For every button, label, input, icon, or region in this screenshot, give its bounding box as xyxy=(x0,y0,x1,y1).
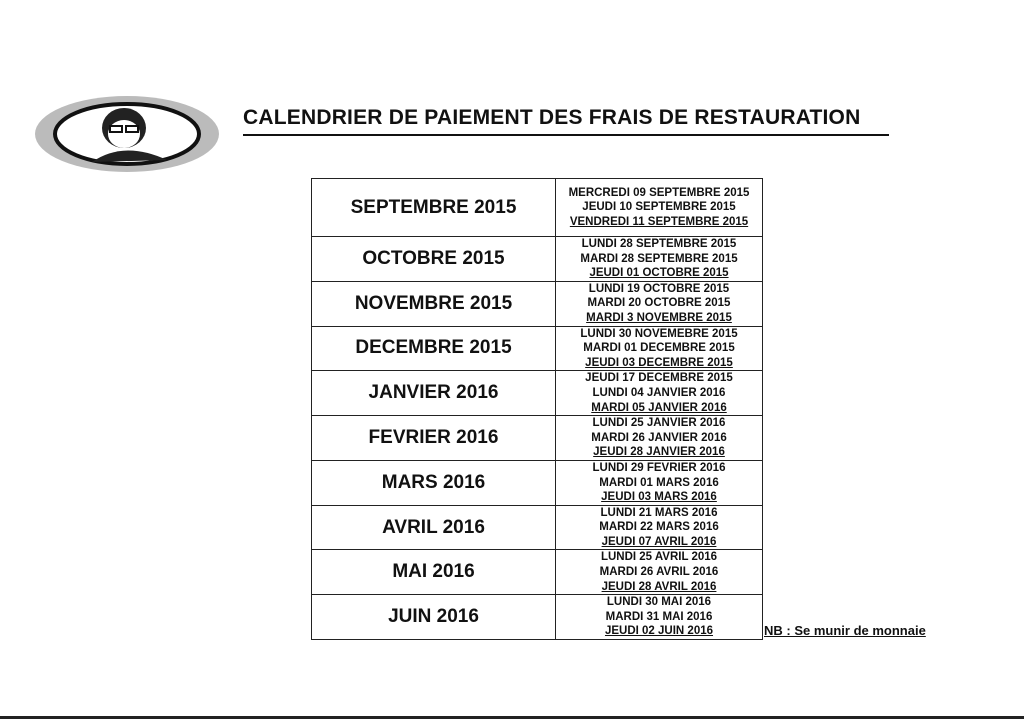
payment-date: MARDI 26 JANVIER 2016 xyxy=(591,431,727,444)
schedule-row xyxy=(312,326,763,371)
month-cell: DECEMBRE 2015 xyxy=(312,326,556,371)
schedule-row xyxy=(312,371,763,416)
month-cell: MARS 2016 xyxy=(312,460,556,505)
payment-date: JEUDI 17 DECEMBRE 2015 xyxy=(585,372,733,385)
schedule-row xyxy=(312,281,763,326)
schedule-row xyxy=(312,505,763,550)
payment-date: MARDI 3 NOVEMBRE 2015 xyxy=(586,311,732,324)
schedule-row xyxy=(312,595,763,640)
page-edge xyxy=(0,716,1024,719)
dates-cell xyxy=(556,460,763,505)
payment-date: JEUDI 01 OCTOBRE 2015 xyxy=(589,267,729,280)
month-cell: OCTOBRE 2015 xyxy=(312,237,556,282)
schedule-row xyxy=(312,550,763,595)
payment-date: JEUDI 03 MARS 2016 xyxy=(601,491,717,504)
payment-date: LUNDI 30 NOVEMEBRE 2015 xyxy=(580,327,738,340)
payment-date: JEUDI 28 AVRIL 2016 xyxy=(601,580,717,593)
dates-cell xyxy=(556,326,763,371)
month-cell: JANVIER 2016 xyxy=(312,371,556,416)
payment-date: LUNDI 30 MAI 2016 xyxy=(606,596,712,609)
month-cell: FEVRIER 2016 xyxy=(312,416,556,461)
payment-date: LUNDI 19 OCTOBRE 2015 xyxy=(588,282,730,295)
dates-cell xyxy=(556,237,763,282)
payment-date: JEUDI 28 JANVIER 2016 xyxy=(593,446,725,459)
dates-cell xyxy=(556,371,763,416)
payment-date: LUNDI 21 MARS 2016 xyxy=(600,506,718,519)
month-cell: SEPTEMBRE 2015 xyxy=(312,179,556,237)
month-cell: NOVEMBRE 2015 xyxy=(312,281,556,326)
dates-cell xyxy=(556,595,763,640)
payment-date: JEUDI 10 SEPTEMBRE 2015 xyxy=(582,201,736,214)
payment-date: LUNDI 25 JANVIER 2016 xyxy=(592,417,726,430)
document-title: CALENDRIER DE PAIEMENT DES FRAIS DE RESTAURATION xyxy=(243,106,861,129)
payment-date: VENDREDI 11 SEPTEMBRE 2015 xyxy=(569,215,749,228)
dates-cell xyxy=(556,179,763,237)
payment-date: MARDI 05 JANVIER 2016 xyxy=(591,401,727,414)
payment-date: JEUDI 03 DECEMBRE 2015 xyxy=(585,356,733,369)
schedule-row xyxy=(312,416,763,461)
payment-date: MARDI 28 SEPTEMBRE 2015 xyxy=(580,252,738,265)
dates-cell xyxy=(556,550,763,595)
schedule-row xyxy=(312,237,763,282)
payment-date: LUNDI 29 FEVRIER 2016 xyxy=(592,461,726,474)
month-cell: MAI 2016 xyxy=(312,550,556,595)
dates-cell xyxy=(556,505,763,550)
dates-cell xyxy=(556,416,763,461)
dates-cell xyxy=(556,281,763,326)
payment-date: MARDI 22 MARS 2016 xyxy=(599,521,719,534)
payment-date: MARDI 01 MARS 2016 xyxy=(599,476,719,489)
month-cell: JUIN 2016 xyxy=(312,595,556,640)
payment-date: MARDI 01 DECEMBRE 2015 xyxy=(583,342,735,355)
payment-date: JEUDI 02 JUIN 2016 xyxy=(604,625,714,638)
payment-date: MARDI 26 AVRIL 2016 xyxy=(599,566,719,579)
payment-date: LUNDI 28 SEPTEMBRE 2015 xyxy=(581,238,737,250)
title-underline xyxy=(243,134,889,136)
note: NB : Se munir de monnaie xyxy=(764,623,926,638)
payment-calendar-table xyxy=(311,178,763,640)
schedule-row xyxy=(312,179,763,237)
payment-date: MARDI 31 MAI 2016 xyxy=(605,610,713,623)
schedule-row xyxy=(312,460,763,505)
payment-date: MARDI 20 OCTOBRE 2015 xyxy=(587,297,731,310)
payment-date: LUNDI 04 JANVIER 2016 xyxy=(592,386,726,399)
school-logo xyxy=(32,92,222,174)
payment-date: MERCREDI 09 SEPTEMBRE 2015 xyxy=(568,186,750,199)
payment-date: LUNDI 25 AVRIL 2016 xyxy=(600,551,718,564)
payment-date: JEUDI 07 AVRIL 2016 xyxy=(601,535,717,548)
month-cell: AVRIL 2016 xyxy=(312,505,556,550)
